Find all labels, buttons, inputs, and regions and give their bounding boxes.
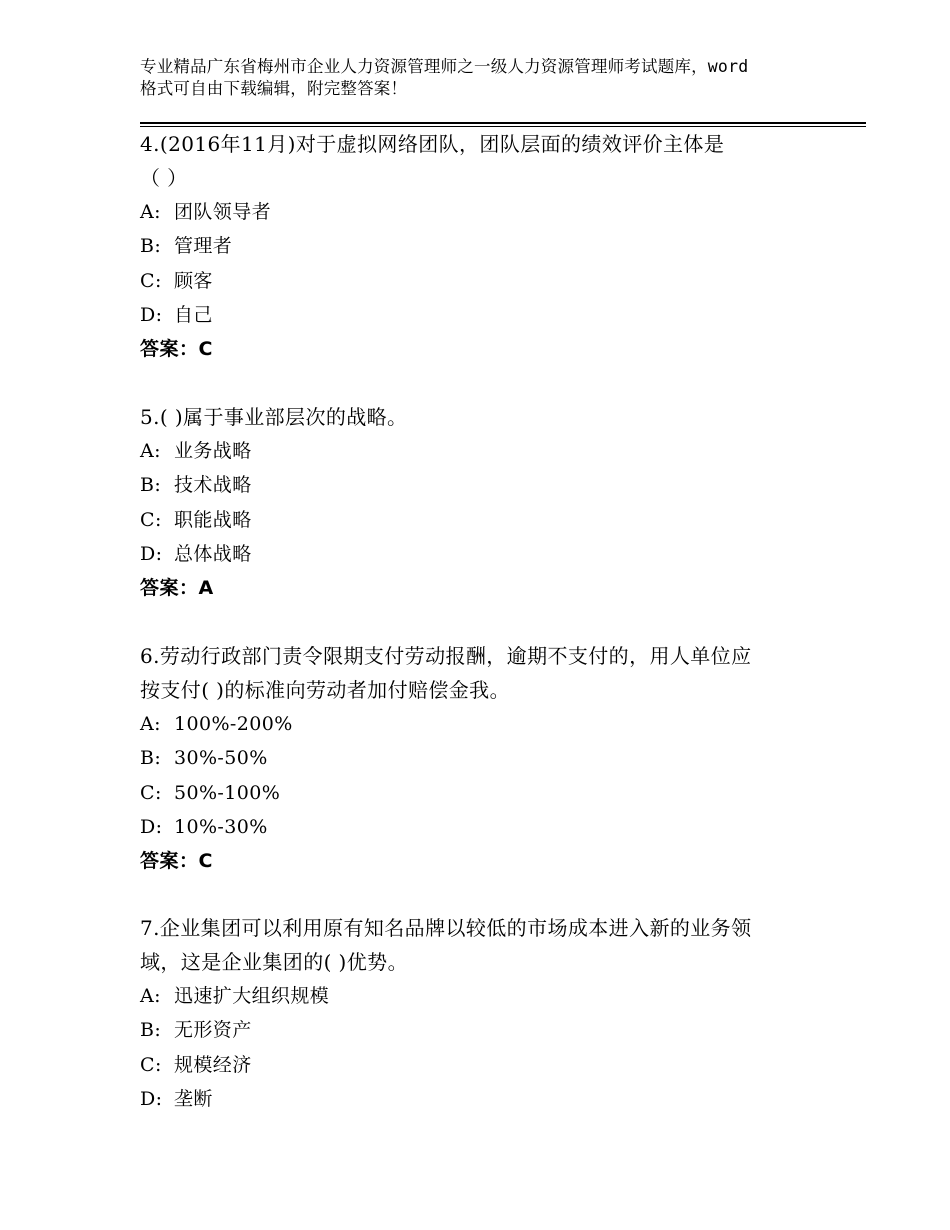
header-divider-thick — [140, 122, 866, 124]
option-b — [140, 741, 830, 775]
document-header — [140, 56, 840, 100]
option-text: 自己 — [174, 303, 213, 326]
option-text: 团队领导者 — [174, 201, 272, 223]
option-letter: D: — [140, 542, 163, 565]
question-stem-line: 域，这是企业集团的( )优势。 — [140, 950, 408, 974]
option-text: 迅速扩大组织规模 — [174, 985, 330, 1007]
question-stem-line: （ ） — [140, 166, 188, 190]
option-text: 10%-30% — [174, 815, 268, 838]
option-letter: D: — [140, 1087, 163, 1110]
question-stem-line: 按支付( )的标准向劳动者加付赔偿金我。 — [140, 678, 510, 702]
option-letter: B: — [140, 235, 162, 258]
option-letter: A: — [140, 985, 161, 1007]
option-a — [140, 979, 830, 1013]
option-letter: C: — [140, 781, 162, 804]
option-letter: B: — [140, 1019, 162, 1042]
answer-label: 答案：A — [140, 577, 214, 600]
option-letter: C: — [140, 1053, 162, 1076]
question-5 — [140, 400, 830, 605]
option-a — [140, 434, 830, 468]
question-4 — [140, 127, 830, 366]
question-stem-line: 6.劳动行政部门责令限期支付劳动报酬，逾期不支付的，用人单位应 — [140, 644, 752, 668]
option-text: 业务战略 — [174, 440, 252, 462]
question-stem-line: 7.企业集团可以利用原有知名品牌以较低的市场成本进入新的业务领 — [140, 916, 752, 940]
option-a — [140, 195, 830, 229]
option-text: 100%-200% — [174, 713, 293, 735]
option-letter: D: — [140, 303, 163, 326]
header-line-2: 格式可自由下载编辑，附完整答案！ — [140, 79, 408, 98]
option-b — [140, 1013, 830, 1047]
question-6 — [140, 639, 830, 878]
option-text: 50%-100% — [174, 781, 281, 804]
option-text: 规模经济 — [174, 1053, 252, 1076]
option-text: 无形资产 — [174, 1019, 252, 1042]
option-b — [140, 229, 830, 263]
option-c — [140, 503, 830, 537]
option-b — [140, 468, 830, 502]
option-c — [140, 264, 830, 298]
option-text: 30%-50% — [174, 747, 268, 770]
option-letter: C: — [140, 508, 162, 531]
question-7 — [140, 911, 830, 1116]
option-d — [140, 810, 830, 844]
option-letter: B: — [140, 747, 162, 770]
option-letter: D: — [140, 815, 163, 838]
option-d — [140, 1082, 830, 1116]
option-d — [140, 537, 830, 571]
option-letter: A: — [140, 201, 161, 223]
answer-label: 答案：C — [140, 338, 213, 361]
option-c — [140, 776, 830, 810]
answer-label: 答案：C — [140, 850, 213, 873]
option-text: 职能战略 — [174, 508, 252, 531]
option-text: 管理者 — [174, 235, 233, 258]
option-c — [140, 1048, 830, 1082]
option-letter: A: — [140, 440, 161, 462]
option-a — [140, 707, 830, 741]
option-letter: B: — [140, 474, 162, 497]
question-stem-line: 4.(2016年11月)对于虚拟网络团队，团队层面的绩效评价主体是 — [140, 132, 725, 156]
option-letter: A: — [140, 713, 161, 735]
question-stem-line: 5.( )属于事业部层次的战略。 — [140, 405, 408, 429]
option-text: 垄断 — [174, 1087, 213, 1110]
option-letter: C: — [140, 269, 162, 292]
option-text: 总体战略 — [174, 542, 252, 565]
header-line-1: 专业精品广东省梅州市企业人力资源管理师之一级人力资源管理师考试题库，word — [140, 57, 749, 76]
option-d — [140, 298, 830, 332]
option-text: 技术战略 — [174, 474, 252, 497]
option-text: 顾客 — [174, 269, 213, 292]
